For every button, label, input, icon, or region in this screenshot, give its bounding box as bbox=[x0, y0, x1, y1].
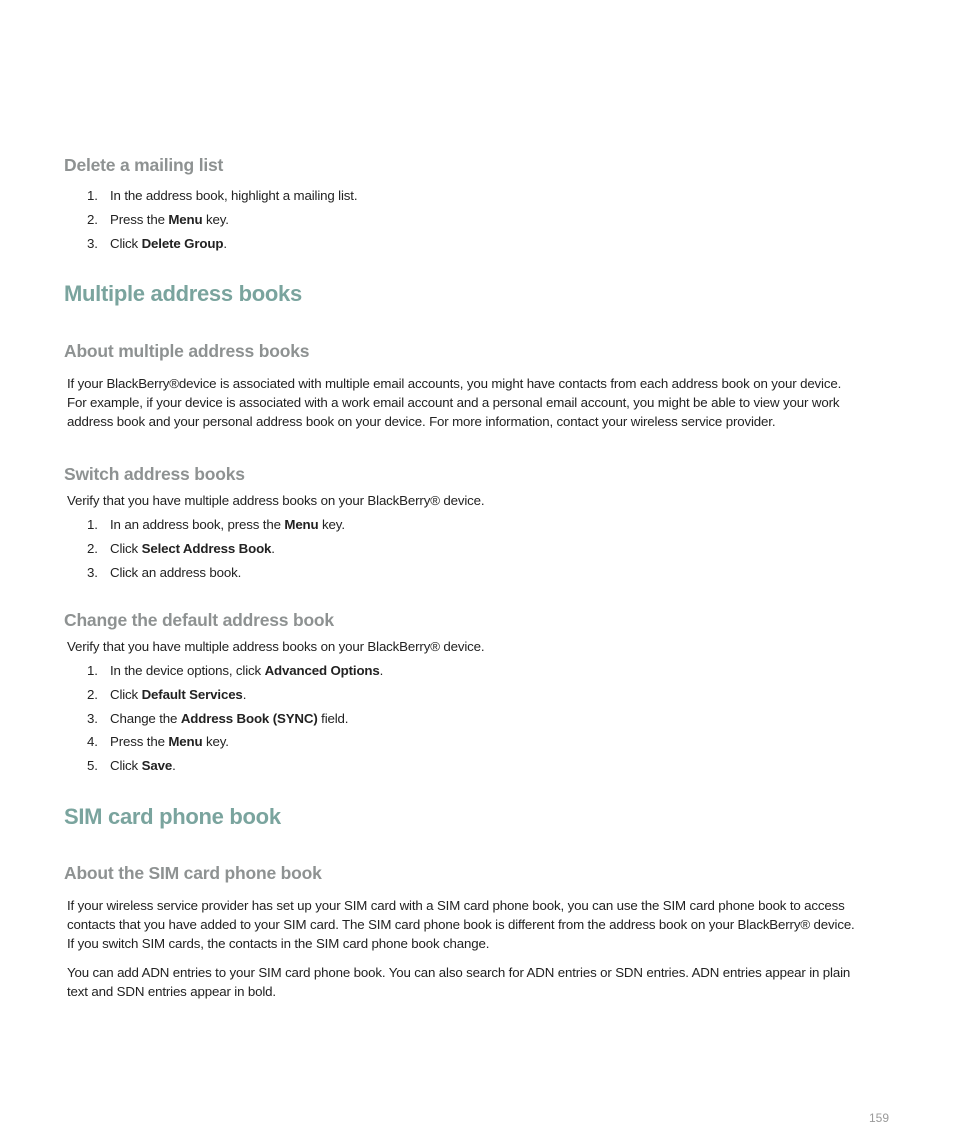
list-item: 2. Click Default Services. bbox=[87, 687, 247, 702]
paragraph-about-multiple-address-books: If your BlackBerry®device is associated with multiple email accounts, you might have contacts from each address book on your device. For example, if your device is associated with a work email account and a personal email account, you might be able to view your work address book and your personal address book on your device. For more information, contact your wireless service provider. bbox=[67, 376, 842, 429]
paragraph-sim-card-phone-book-2: You can add ADN entries to your SIM card phone book. You can also search for ADN entries or SDN entries. ADN entries appear in plain text and SDN entries appear in bold. bbox=[67, 965, 851, 999]
chapter-heading-multiple-address-books: Multiple address books bbox=[64, 281, 302, 306]
section-heading-about-multiple-address-books: About multiple address books bbox=[64, 341, 310, 361]
prerequisite-text: Verify that you have multiple address books on your BlackBerry® device. bbox=[67, 493, 485, 508]
list-item: 5. Click Save. bbox=[87, 758, 176, 773]
list-item: 3. Change the Address Book (SYNC) field. bbox=[87, 711, 349, 726]
list-item: 2. Click Select Address Book. bbox=[87, 541, 275, 556]
paragraph-sim-card-phone-book-1: If your wireless service provider has set up your SIM card with a SIM card phone book, you can use the SIM card phone book to access contacts that you have added to your SIM card. The SIM card phone book is different from the address book on your BlackBerry® device. If you switch SIM cards, the contacts in the SIM card phone book change. bbox=[67, 898, 855, 951]
list-item: 1. In the device options, click Advanced Options. bbox=[87, 663, 384, 678]
list-item: 1. In the address book, highlight a mailing list. bbox=[87, 188, 358, 203]
list-item: 3. Click an address book. bbox=[87, 565, 242, 580]
page-number: 159 bbox=[869, 1111, 890, 1125]
list-item: 4. Press the Menu key. bbox=[87, 734, 229, 749]
list-item: 2. Press the Menu key. bbox=[87, 212, 229, 227]
section-heading-switch-address-books: Switch address books bbox=[64, 464, 245, 484]
prerequisite-text: Verify that you have multiple address books on your BlackBerry® device. bbox=[67, 639, 485, 654]
section-heading-delete-mailing-list: Delete a mailing list bbox=[64, 155, 224, 175]
list-item: 3. Click Delete Group. bbox=[87, 236, 227, 251]
list-item: 1. In an address book, press the Menu key. bbox=[87, 517, 345, 532]
section-heading-change-default-address-book: Change the default address book bbox=[64, 610, 334, 630]
chapter-heading-sim-card-phone-book: SIM card phone book bbox=[64, 804, 281, 829]
section-heading-about-sim-card-phone-book: About the SIM card phone book bbox=[64, 863, 322, 883]
